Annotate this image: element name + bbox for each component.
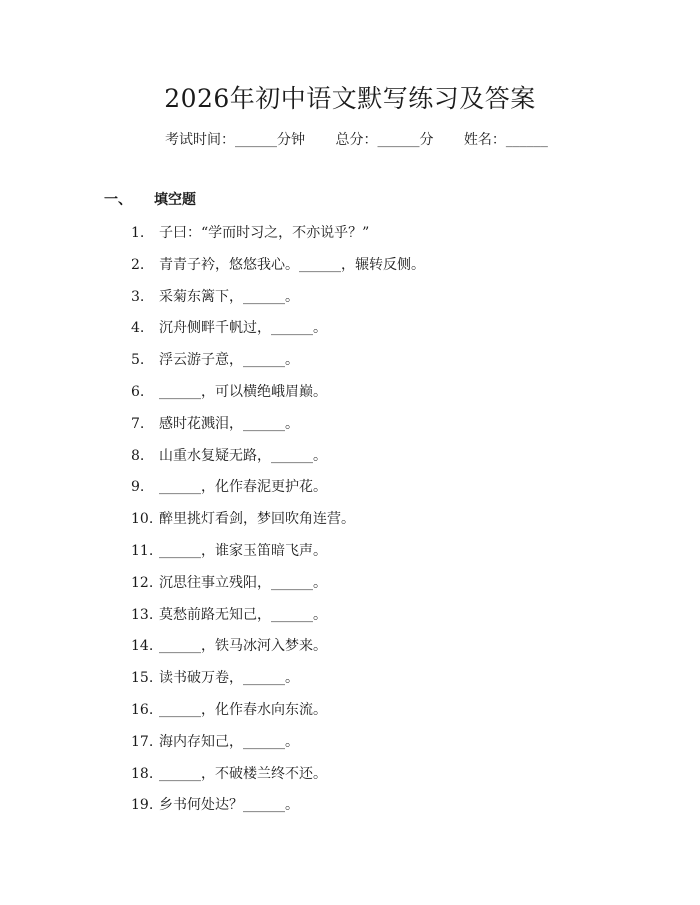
question-item [0,731,700,763]
question-item [0,763,700,795]
question-number: 5. [131,352,145,369]
question-number: 19. [131,797,154,814]
question-item [0,317,700,349]
question-text: ______，化作春泥更护花。 [159,479,327,496]
question-text: 感时花溅泪，______。 [159,415,299,432]
exam-time-field: 考试时间：______分钟 [165,132,305,148]
question-item [0,254,700,286]
question-number: 18. [131,765,154,782]
question-item [0,286,700,318]
question-text: 沉舟侧畔千帆过，______。 [159,320,327,337]
question-number: 2. [131,256,145,273]
question-item [0,222,700,254]
question-item [0,604,700,636]
question-number: 10. [131,511,154,528]
question-text: 莫愁前路无知己，______。 [159,606,327,623]
question-item [0,413,700,445]
question-number: 17. [131,733,154,750]
student-name-field: 姓名：______ [463,132,548,148]
question-number: 12. [131,574,154,591]
question-text: 乡书何处达？______。 [159,797,299,814]
question-text: 海内存知己，______。 [159,733,299,750]
question-item [0,667,700,699]
question-text: 子曰：“学而时习之，不亦说乎？” [159,225,370,241]
section-heading [104,190,196,210]
question-text: 青青子衿，悠悠我心。______，辗转反侧。 [159,256,425,273]
question-number: 13. [131,606,154,623]
question-text: 读书破万卷，______。 [159,670,299,687]
question-number: 15. [131,670,154,687]
question-item [0,635,700,667]
question-text: ______，铁马冰河入梦来。 [159,638,327,655]
question-number: 3. [131,288,145,305]
question-number: 8. [131,447,145,464]
question-number: 14. [131,638,154,655]
total-score-field: 总分：______分 [335,132,434,148]
question-item [0,349,700,381]
question-item [0,508,700,540]
question-number: 16. [131,701,154,718]
question-item [0,540,700,572]
question-number: 11. [131,542,154,559]
question-text: ______，不破楼兰终不还。 [159,765,327,782]
section-number: 一、 [104,192,132,208]
section-title: 填空题 [154,192,196,208]
question-number: 4. [131,320,145,337]
page-title: 2026年初中语文默写练习及答案 [164,84,536,113]
question-text: ______，化作春水向东流。 [159,701,327,718]
question-text: 采菊东篱下，______。 [159,288,299,305]
question-number: 6. [131,383,145,400]
question-number: 1. [131,225,145,241]
question-text: 山重水复疑无路，______。 [159,447,327,464]
question-number: 9. [131,479,145,496]
question-text: 醉里挑灯看剑，梦回吹角连营。 [159,511,355,528]
question-text: 浮云游子意，______。 [159,352,299,369]
question-list [0,222,700,826]
question-item [0,381,700,413]
exam-info [165,130,585,150]
question-number: 7. [131,415,145,432]
question-text: ______，谁家玉笛暗飞声。 [159,542,327,559]
question-item [0,794,700,826]
question-text: ______，可以横绝峨眉巅。 [159,383,327,400]
question-item [0,445,700,477]
question-text: 沉思往事立残阳，______。 [159,574,327,591]
question-item [0,699,700,731]
question-item [0,572,700,604]
question-item [0,476,700,508]
